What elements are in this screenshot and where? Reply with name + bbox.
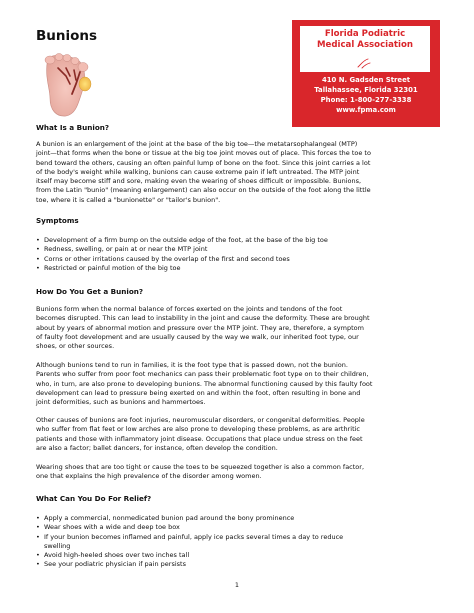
list-item-text: Avoid high-heeled shoes over two inches tall [44, 551, 190, 560]
page-title: Bunions [36, 28, 98, 44]
list-item-text: Development of a firm bump on the outside edge of the foot, at the base of the big toe [44, 236, 328, 244]
bullet-icon: • [36, 532, 40, 541]
paragraph-causes-3 [36, 416, 441, 453]
paragraph-line: about by years of abnormal motion and pressure over the MTP joint. They are, therefore, a symptom [36, 323, 364, 332]
paragraph-line: Bunions form when the normal balance of forces exerted on the joints and tendons of the foot [36, 305, 343, 313]
list-item-text: swelling [44, 541, 71, 550]
organization-name-line: Florida Podiatric [324, 29, 406, 39]
paragraph-line: from the Latin "bunio" (meaning enlargement) can also occur on the outside of the foot along the little [36, 186, 371, 195]
paragraph-what-is [36, 140, 441, 205]
paragraph-line: A bunion is an enlargement of the joint at the base of the big toe—the metatarsophalangeal (MTP) [36, 140, 358, 148]
paragraph-line: Other causes of bunions are foot injuries, neuromuscular disorders, or congenital deformities. People [36, 416, 365, 424]
list-item [36, 560, 441, 569]
list-item-text: Corns or other irritations caused by the overlap of the first and second toes [44, 254, 290, 263]
paragraph-line: of faulty foot development and are usually caused by the way we walk, our inherited foot type, our [36, 332, 359, 341]
organization-contact [292, 75, 440, 115]
paragraph-causes-1 [36, 305, 441, 351]
bullet-icon: • [36, 560, 40, 569]
paragraph-line: joint deformities, such as bunions and hammertoes. [36, 398, 206, 407]
bullet-icon: • [36, 263, 40, 272]
list-item [36, 551, 441, 560]
section-heading-relief: What Can You Do For Relief? [36, 494, 152, 503]
paragraph-line: toe, where it is called a "bunionette" or "tailor's bunion". [36, 195, 221, 204]
paragraph-line: of the body's weight while walking, bunions can cause extreme pain if left untreated. The MTP joint [36, 167, 360, 176]
section-heading-causes: How Do You Get a Bunion? [36, 287, 144, 296]
foot-outline-icon [356, 58, 372, 69]
paragraph-line: development can lead to pressure being exerted on and within the foot, often resulting in bone and [36, 388, 361, 397]
city-line: Tallahassee, Florida 32301 [314, 86, 418, 94]
paragraph-line: one that explains the high prevalence of the disorder among women. [36, 472, 262, 481]
bullet-icon: • [36, 245, 40, 254]
list-item [36, 523, 441, 532]
address-line: 410 N. Gadsden Street [321, 76, 411, 84]
paragraph-line: joint—that forms when the bone or tissue at the big toe joint moves out of place. This forces the toe to [36, 149, 371, 158]
list-item-text: Restricted or painful motion of the big toe [44, 263, 181, 272]
phone-line: Phone: 1-800-277-3338 [320, 96, 412, 104]
paragraph-line: becomes disrupted. This can lead to instability in the joint and cause the deformity. These are brought [36, 314, 370, 323]
paragraph-line: shoes, or other sources. [36, 342, 115, 351]
paragraph-line: are also a factor; ballet dancers, for instance, often develop the condition. [36, 443, 278, 452]
paragraph-line: Although bunions tend to run in families, it is the foot type that is passed down, not the bunion. [36, 361, 348, 369]
list-item-text: If your bunion becomes inflamed and painful, apply ice packs several times a day to reduce [44, 532, 344, 541]
list-item [36, 245, 441, 254]
list-item [36, 255, 441, 264]
paragraph-line: Parents who suffer from poor foot mechanics can pass their problematic foot type on to their children, [36, 370, 369, 379]
list-item-text: See your podiatric physician if pain persists [44, 560, 186, 569]
section-heading-symptoms: Symptoms [36, 216, 79, 225]
paragraph-line: Wearing shoes that are too tight or cause the toes to be squeezed together is also a common factor, [36, 463, 365, 471]
list-item-text: Apply a commercial, nonmedicated bunion pad around the bony prominence [44, 514, 295, 522]
organization-name [300, 29, 430, 50]
symptoms-list [36, 236, 441, 273]
paragraph-causes-4 [36, 463, 441, 482]
list-item [36, 533, 441, 552]
paragraph-line: bend toward the others, causing an often painful lump of bone on the foot. Since this joint carries a lot [36, 158, 371, 167]
bullet-icon: • [36, 236, 40, 244]
bullet-icon: • [36, 514, 40, 522]
relief-list [36, 514, 441, 570]
bullet-icon: • [36, 254, 40, 263]
section-heading-what-is: What Is a Bunion? [36, 123, 110, 132]
organization-name-panel [300, 26, 430, 72]
foot-bunion-illustration [36, 50, 98, 118]
list-item [36, 264, 441, 273]
page-number: 1 [234, 581, 240, 589]
list-item-text: Wear shoes with a wide and deep toe box [44, 523, 180, 532]
bullet-icon: • [36, 523, 40, 532]
paragraph-line: itself may become stiff and sore, making even the wearing of shoes difficult or impossible. Bunions, [36, 177, 362, 186]
organization-name-line: Medical Association [316, 39, 413, 50]
bullet-icon: • [36, 551, 40, 560]
website-link[interactable]: www.fpma.com [336, 106, 396, 114]
paragraph-line: who suffer from flat feet or low arches are also prone to developing these problems, as are arthritic [36, 425, 361, 434]
paragraph-line: patients and those with inflammatory joint disease. Occupations that place undue stress on the feet [36, 434, 363, 443]
paragraph-line: who, in turn, are also prone to developing bunions. The abnormal functioning caused by this faulty foot [36, 379, 373, 388]
list-item-text: Redness, swelling, or pain at or near the MTP joint [44, 245, 208, 254]
list-item [36, 236, 441, 245]
list-item [36, 514, 441, 523]
paragraph-causes-2 [36, 361, 441, 407]
organization-box [292, 20, 440, 127]
